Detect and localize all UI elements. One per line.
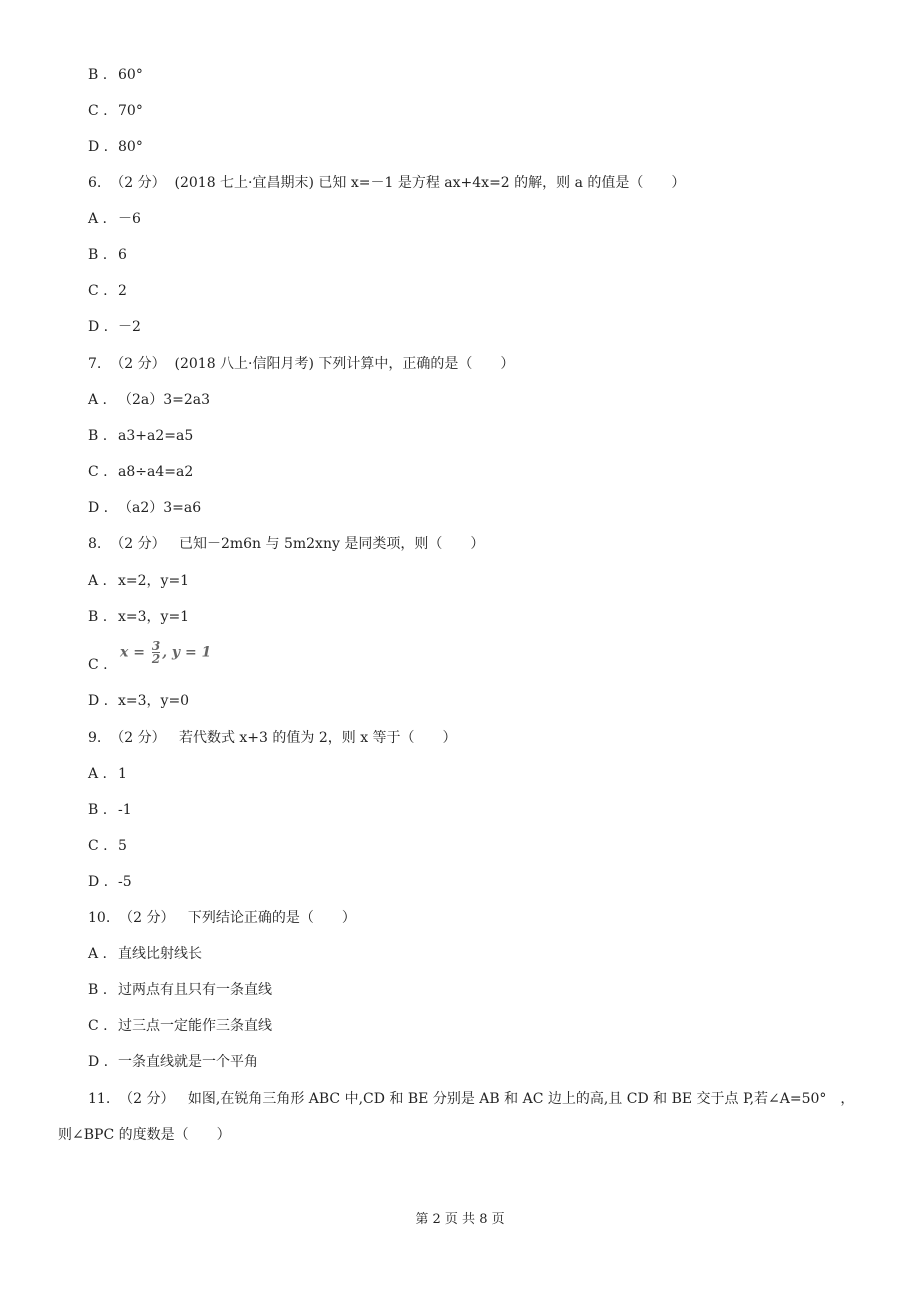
option-row — [88, 1017, 272, 1035]
formula-fraction — [152, 640, 160, 665]
option-text: （2a）3=2a3 — [118, 392, 211, 408]
option-text: a3+a2=a5 — [118, 428, 194, 444]
option-text: -5 — [118, 874, 132, 890]
option-text: a8÷a4=a2 — [118, 464, 194, 480]
option-text: 过两点有且只有一条直线 — [118, 982, 272, 998]
option-row — [88, 102, 143, 120]
option-letter: A . — [88, 946, 108, 962]
option-letter: D . — [88, 1054, 109, 1070]
option-text: x=3，y=1 — [118, 609, 190, 625]
question-stem-continued: 则∠BPC 的度数是（ ） — [58, 1127, 231, 1143]
question-stem: 9. （2 分） 若代数式 x+3 的值为 2，则 x 等于（ ） — [88, 730, 457, 746]
option-row — [88, 210, 141, 228]
question-stem: 11. （2 分） 如图,在锐角三角形 ABC 中,CD 和 BE 分别是 AB 和 AC 边上的高,且 CD 和 BE 交于点 P,若∠A=50° ， — [88, 1091, 855, 1107]
option-text: －2 — [118, 319, 141, 335]
option-row — [88, 391, 210, 409]
option-text: 过三点一定能作三条直线 — [118, 1018, 272, 1034]
option-letter: B . — [88, 67, 108, 83]
option-text: （a2）3=a6 — [118, 500, 202, 516]
option-row — [88, 66, 143, 84]
option-letter: C . — [88, 1018, 108, 1034]
option-letter: A . — [88, 766, 108, 782]
question-stem: 10. （2 分） 下列结论正确的是（ ） — [88, 910, 356, 926]
option-letter: A . — [88, 392, 108, 408]
option-letter: D . — [88, 500, 109, 516]
option-letter: B . — [88, 247, 108, 263]
fraction-denominator: 2 — [151, 652, 161, 666]
option-letter: C . — [88, 283, 108, 299]
option-letter: B . — [88, 428, 108, 444]
option-letter: D . — [88, 874, 109, 890]
option-text: 5 — [118, 838, 127, 854]
question-stem: 6. （2 分） (2018 七上·宜昌期末) 已知 x=－1 是方程 ax+4x=2 的解，则 a 的值是（ ） — [88, 175, 686, 191]
option-text: x=3，y=0 — [118, 693, 190, 709]
option-row — [88, 282, 127, 300]
option-letter: B . — [88, 802, 108, 818]
fraction-numerator: 3 — [151, 639, 161, 653]
option-row — [88, 427, 193, 445]
option-row — [88, 837, 127, 855]
option-row — [88, 608, 189, 626]
option-row — [88, 873, 132, 891]
option-letter: B . — [88, 982, 108, 998]
option-text: -1 — [118, 802, 132, 818]
option-letter: C . — [88, 657, 108, 673]
option-row — [88, 499, 201, 517]
option-text: 2 — [118, 283, 127, 299]
option-text: －6 — [118, 211, 141, 227]
option-letter: D . — [88, 139, 109, 155]
option-letter: D . — [88, 319, 109, 335]
option-row — [88, 572, 189, 590]
option-row — [88, 1053, 258, 1071]
option-letter: C . — [88, 838, 108, 854]
option-text: 1 — [118, 766, 127, 782]
option-text: 60° — [118, 67, 143, 83]
option-row — [88, 981, 272, 999]
question-stem: 8. （2 分） 已知－2m6n 与 5m2xny 是同类项，则（ ） — [88, 536, 485, 552]
option-text: x=2，y=1 — [118, 573, 190, 589]
option-letter: B . — [88, 609, 108, 625]
option-row — [88, 318, 141, 336]
option-row — [88, 463, 193, 481]
option-text: 6 — [118, 247, 127, 263]
page-footer: 第 2 页 共 8 页 — [415, 1212, 505, 1227]
option-row — [88, 801, 132, 819]
option-text: 80° — [118, 139, 143, 155]
formula-image — [120, 640, 211, 665]
option-letter: A . — [88, 573, 108, 589]
option-letter: C . — [88, 103, 108, 119]
option-letter: C . — [88, 464, 108, 480]
option-row — [88, 138, 143, 156]
option-row — [88, 692, 189, 710]
option-row — [88, 765, 127, 783]
option-text: 一条直线就是一个平角 — [118, 1054, 258, 1070]
option-letter: A . — [88, 211, 108, 227]
option-letter: D . — [88, 693, 109, 709]
option-row — [88, 656, 118, 674]
option-text: 70° — [118, 103, 143, 119]
formula-rest: , y = 1 — [162, 644, 212, 661]
option-row — [88, 945, 202, 963]
option-row — [88, 246, 127, 264]
formula-x-lhs: x = — [120, 644, 145, 661]
option-text: 直线比射线长 — [118, 946, 202, 962]
question-stem: 7. （2 分） (2018 八上·信阳月考) 下列计算中，正确的是（ ） — [88, 356, 515, 372]
